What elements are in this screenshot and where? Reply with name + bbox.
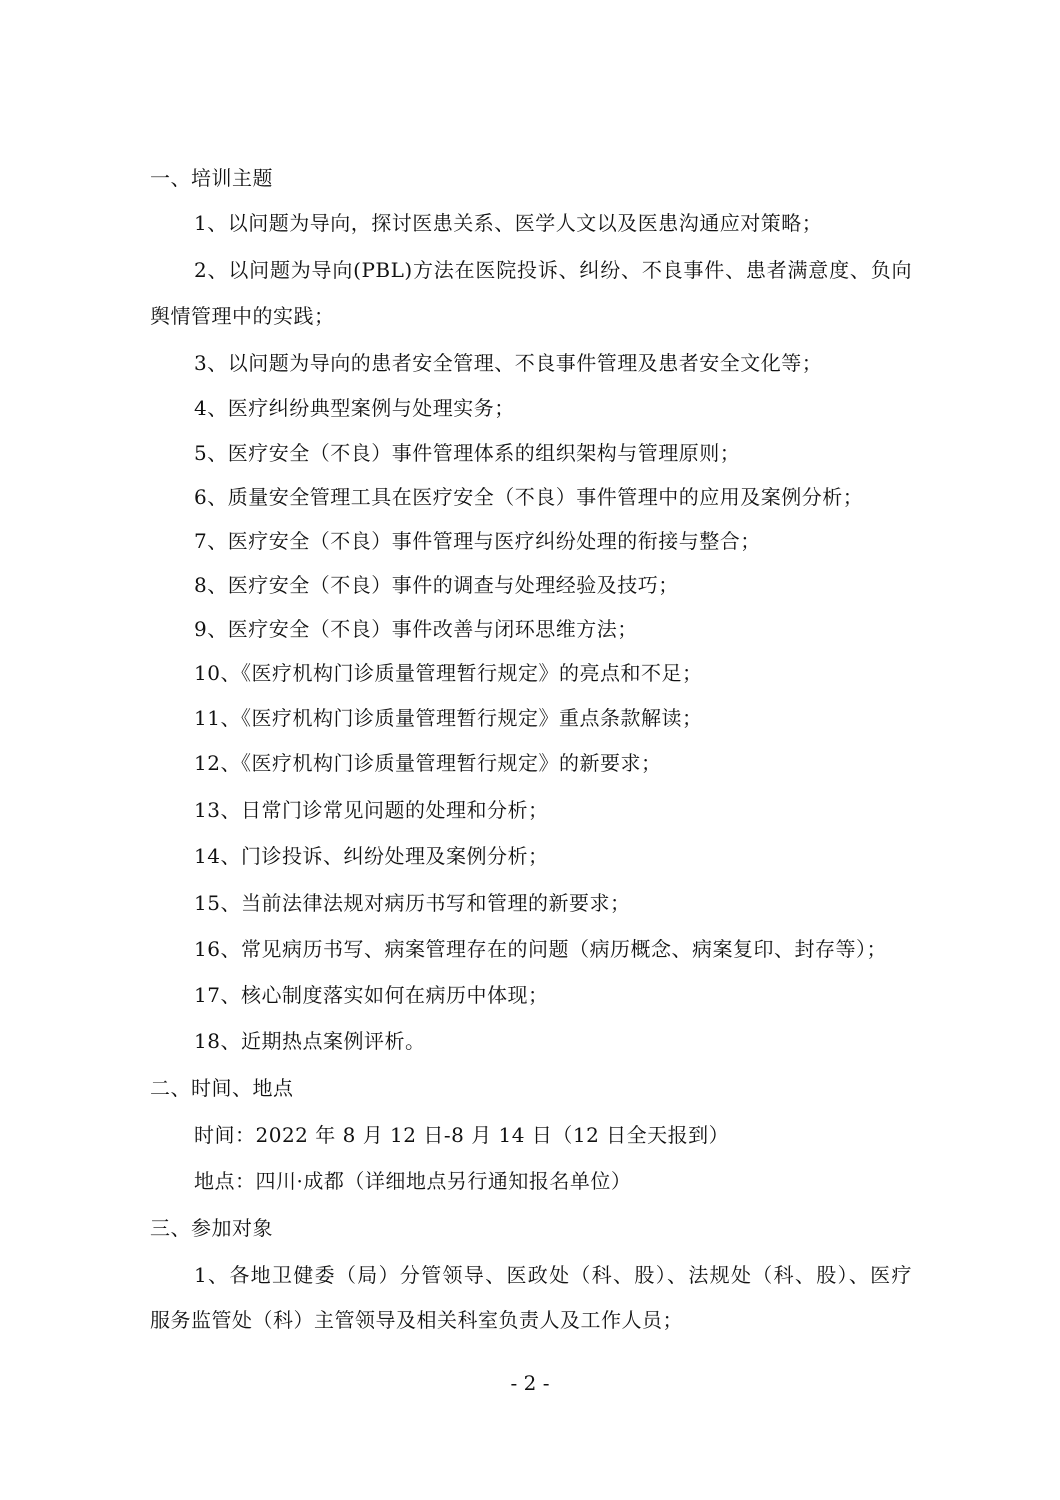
list-item: 11、《医疗机构门诊质量管理暂行规定》重点条款解读； bbox=[194, 706, 703, 730]
event-place: 地点：四川·成都（详细地点另行通知报名单位） bbox=[194, 1169, 632, 1193]
list-item: 4、医疗纠纷典型案例与处理实务； bbox=[194, 396, 515, 420]
section-heading-participants: 三、参加对象 bbox=[150, 1216, 273, 1240]
list-item: 8、医疗安全（不良）事件的调查与处理经验及技巧； bbox=[194, 573, 679, 597]
list-item: 18、近期热点案例评析。 bbox=[194, 1029, 426, 1053]
list-item: 15、当前法律法规对病历书写和管理的新要求； bbox=[194, 891, 631, 915]
list-item: 17、核心制度落实如何在病历中体现； bbox=[194, 983, 549, 1007]
list-item: 7、医疗安全（不良）事件管理与医疗纠纷处理的衔接与整合； bbox=[194, 529, 761, 553]
list-item: 9、医疗安全（不良）事件改善与闭环思维方法； bbox=[194, 617, 638, 641]
list-item: 6、质量安全管理工具在医疗安全（不良）事件管理中的应用及案例分析； bbox=[194, 485, 864, 509]
list-item-continuation: 舆情管理中的实践； bbox=[150, 304, 335, 328]
list-item: 10、《医疗机构门诊质量管理暂行规定》的亮点和不足； bbox=[194, 661, 703, 685]
list-item: 5、医疗安全（不良）事件管理体系的组织架构与管理原则； bbox=[194, 441, 741, 465]
list-item: 14、门诊投诉、纠纷处理及案例分析； bbox=[194, 844, 549, 868]
page-number: - 2 - bbox=[510, 1371, 550, 1395]
list-item: 1、各地卫健委（局）分管领导、医政处（科、股）、法规处（科、股）、医疗 bbox=[194, 1263, 912, 1287]
list-item: 2、以问题为导向(PBL)方法在医院投诉、纠纷、不良事件、患者满意度、负向 bbox=[194, 258, 912, 282]
list-item: 3、以问题为导向的患者安全管理、不良事件管理及患者安全文化等； bbox=[194, 351, 823, 375]
event-time: 时间：2022 年 8 月 12 日-8 月 14 日（12 日全天报到） bbox=[194, 1123, 730, 1147]
list-item: 16、常见病历书写、病案管理存在的问题（病历概念、病案复印、封存等）； bbox=[194, 937, 887, 961]
list-item: 12、《医疗机构门诊质量管理暂行规定》的新要求； bbox=[194, 751, 662, 775]
section-heading-time-place: 二、时间、地点 bbox=[150, 1076, 294, 1100]
list-item: 1、以问题为导向，探讨医患关系、医学人文以及医患沟通应对策略； bbox=[194, 211, 823, 235]
list-item-continuation: 服务监管处（科）主管领导及相关科室负责人及工作人员； bbox=[150, 1308, 683, 1332]
list-item: 13、日常门诊常见问题的处理和分析； bbox=[194, 798, 549, 822]
section-heading-training-topics: 一、培训主题 bbox=[150, 166, 273, 190]
